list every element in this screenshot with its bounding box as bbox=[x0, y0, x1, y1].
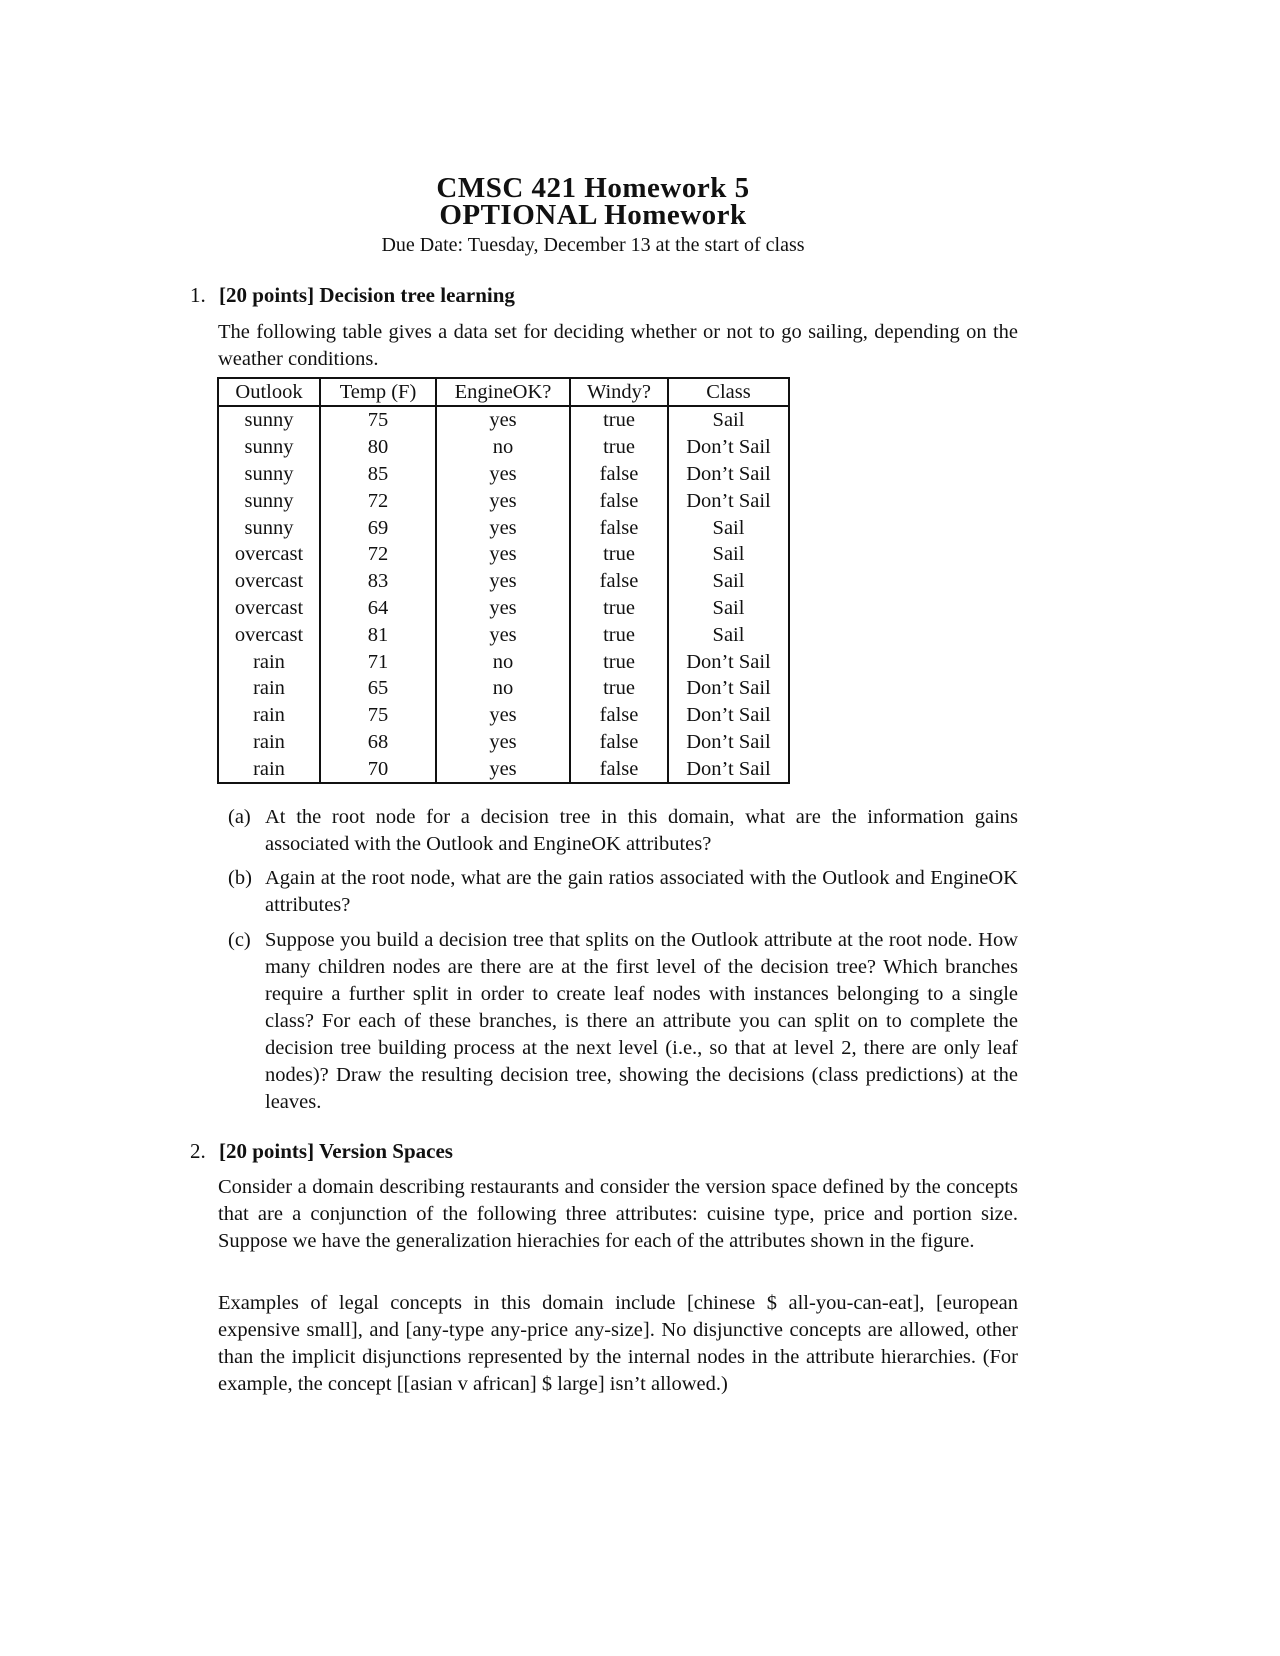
table-cell: yes bbox=[436, 755, 570, 783]
table-row bbox=[218, 675, 789, 702]
table-cell: 69 bbox=[320, 514, 436, 541]
table-cell: yes bbox=[436, 541, 570, 568]
table-row bbox=[218, 514, 789, 541]
table-cell: yes bbox=[436, 621, 570, 648]
q1-heading bbox=[190, 283, 515, 308]
table-cell: Sail bbox=[668, 406, 789, 434]
q1-part-c bbox=[228, 927, 1018, 1116]
table-cell: overcast bbox=[218, 595, 320, 622]
table-cell: true bbox=[570, 541, 668, 568]
table-cell: 75 bbox=[320, 406, 436, 434]
table-cell: Sail bbox=[668, 514, 789, 541]
column-header: EngineOK? bbox=[436, 378, 570, 406]
title: CMSC 421 Homework 5 bbox=[436, 172, 750, 204]
table-cell: yes bbox=[436, 514, 570, 541]
table-cell: sunny bbox=[218, 461, 320, 488]
q1-number: 1. bbox=[190, 283, 206, 307]
table-cell: 72 bbox=[320, 541, 436, 568]
column-header: Class bbox=[668, 378, 789, 406]
table-cell: yes bbox=[436, 595, 570, 622]
table-cell: 75 bbox=[320, 702, 436, 729]
table-cell: 64 bbox=[320, 595, 436, 622]
q2-number: 2. bbox=[190, 1139, 206, 1163]
table-cell: sunny bbox=[218, 514, 320, 541]
table-row bbox=[218, 461, 789, 488]
table-cell: overcast bbox=[218, 621, 320, 648]
table-cell: false bbox=[570, 755, 668, 783]
q2-paragraph-1: Consider a domain describing restaurants and consider the version space defined by the concepts that are a conjunction of the following three attributes: cuisine type, price and portion size. Suppose we have the generalization hierachies for each of the attributes shown in the figure. bbox=[218, 1176, 1018, 1252]
table-row bbox=[218, 621, 789, 648]
q2-heading bbox=[190, 1139, 453, 1164]
table-cell: 70 bbox=[320, 755, 436, 783]
table-cell: overcast bbox=[218, 568, 320, 595]
table-cell: rain bbox=[218, 675, 320, 702]
table-cell: rain bbox=[218, 729, 320, 756]
table-cell: Don’t Sail bbox=[668, 755, 789, 783]
table-cell: Sail bbox=[668, 595, 789, 622]
table-cell: no bbox=[436, 434, 570, 461]
table-cell: sunny bbox=[218, 434, 320, 461]
table-cell: true bbox=[570, 621, 668, 648]
table-cell: overcast bbox=[218, 541, 320, 568]
subtitle: OPTIONAL Homework bbox=[439, 199, 747, 231]
table-cell: Sail bbox=[668, 568, 789, 595]
table-cell: 83 bbox=[320, 568, 436, 595]
sailing-data-table bbox=[217, 377, 790, 784]
table-cell: false bbox=[570, 514, 668, 541]
table-cell: 65 bbox=[320, 675, 436, 702]
due-date: Due Date: Tuesday, December 13 at the start of class bbox=[381, 234, 805, 256]
column-header: Windy? bbox=[570, 378, 668, 406]
table-cell: yes bbox=[436, 487, 570, 514]
table-cell: rain bbox=[218, 755, 320, 783]
table-cell: yes bbox=[436, 702, 570, 729]
table-row bbox=[218, 648, 789, 675]
table-cell: yes bbox=[436, 461, 570, 488]
table-row bbox=[218, 702, 789, 729]
table-cell: false bbox=[570, 568, 668, 595]
part-label: (a) bbox=[228, 806, 251, 828]
q2-paragraph-2: Examples of legal concepts in this domain include [chinese $ all-you-can-eat], [european expensive small], and [any-type any-price any-size]. No disjunctive concepts are allowed, other than the implicit disjunctions represented by the internal nodes in the attribute hierarchies. (For example, the concept [[asian v african] $ large] isn’t allowed.) bbox=[218, 1292, 1018, 1395]
table-cell: yes bbox=[436, 406, 570, 434]
table-body bbox=[218, 406, 789, 783]
table-cell: 68 bbox=[320, 729, 436, 756]
table-cell: sunny bbox=[218, 406, 320, 434]
table-cell: no bbox=[436, 675, 570, 702]
table-cell: yes bbox=[436, 729, 570, 756]
table-cell: yes bbox=[436, 568, 570, 595]
table-row bbox=[218, 568, 789, 595]
table-row bbox=[218, 729, 789, 756]
table-cell: false bbox=[570, 461, 668, 488]
part-text: At the root node for a decision tree in this domain, what are the information gains associated with the Outlook and EngineOK attributes? bbox=[265, 806, 1018, 855]
table-row bbox=[218, 434, 789, 461]
table-cell: true bbox=[570, 595, 668, 622]
q1-title: [20 points] Decision tree learning bbox=[219, 283, 515, 307]
table-cell: 85 bbox=[320, 461, 436, 488]
table-cell: Sail bbox=[668, 621, 789, 648]
table-cell: Don’t Sail bbox=[668, 648, 789, 675]
column-header: Outlook bbox=[218, 378, 320, 406]
part-text: Again at the root node, what are the gain ratios associated with the Outlook and EngineOK attributes? bbox=[265, 867, 1018, 916]
table-cell: Don’t Sail bbox=[668, 434, 789, 461]
table-cell: true bbox=[570, 406, 668, 434]
table-cell: Don’t Sail bbox=[668, 675, 789, 702]
table-cell: true bbox=[570, 675, 668, 702]
table-cell: false bbox=[570, 487, 668, 514]
table-row bbox=[218, 406, 789, 434]
table-cell: true bbox=[570, 434, 668, 461]
q1-intro: The following table gives a data set for deciding whether or not to go sailing, depending on the weather conditions. bbox=[218, 321, 1018, 370]
table-cell: Don’t Sail bbox=[668, 729, 789, 756]
table-cell: rain bbox=[218, 648, 320, 675]
table-cell: Sail bbox=[668, 541, 789, 568]
q1-part-b bbox=[228, 865, 1018, 919]
table-cell: false bbox=[570, 729, 668, 756]
part-label: (b) bbox=[228, 867, 252, 889]
table-cell: 80 bbox=[320, 434, 436, 461]
table-cell: rain bbox=[218, 702, 320, 729]
table-cell: sunny bbox=[218, 487, 320, 514]
table-cell: 71 bbox=[320, 648, 436, 675]
table-cell: 81 bbox=[320, 621, 436, 648]
table-cell: Don’t Sail bbox=[668, 702, 789, 729]
table-row bbox=[218, 595, 789, 622]
table-cell: Don’t Sail bbox=[668, 487, 789, 514]
column-header: Temp (F) bbox=[320, 378, 436, 406]
table-row bbox=[218, 541, 789, 568]
table-cell: true bbox=[570, 648, 668, 675]
table-row bbox=[218, 755, 789, 783]
table-header-row bbox=[218, 378, 789, 406]
table-cell: Don’t Sail bbox=[668, 461, 789, 488]
part-text: Suppose you build a decision tree that splits on the Outlook attribute at the root node. How many children nodes are there are at the first level of the decision tree? Which branches require a further split in order to create leaf nodes with instances belonging to a single class? For each of these branches, is there an attribute you can split on to complete the decision tree building process at the next level (i.e., so that at level 2, there are only leaf nodes)? Draw the resulting decision tree, showing the decisions (class predictions) at the leaves. bbox=[265, 929, 1018, 1113]
q1-part-a bbox=[228, 804, 1018, 858]
table-cell: 72 bbox=[320, 487, 436, 514]
table-cell: no bbox=[436, 648, 570, 675]
part-label: (c) bbox=[228, 929, 251, 951]
table-row bbox=[218, 487, 789, 514]
table-cell: false bbox=[570, 702, 668, 729]
q2-title: [20 points] Version Spaces bbox=[219, 1139, 453, 1163]
